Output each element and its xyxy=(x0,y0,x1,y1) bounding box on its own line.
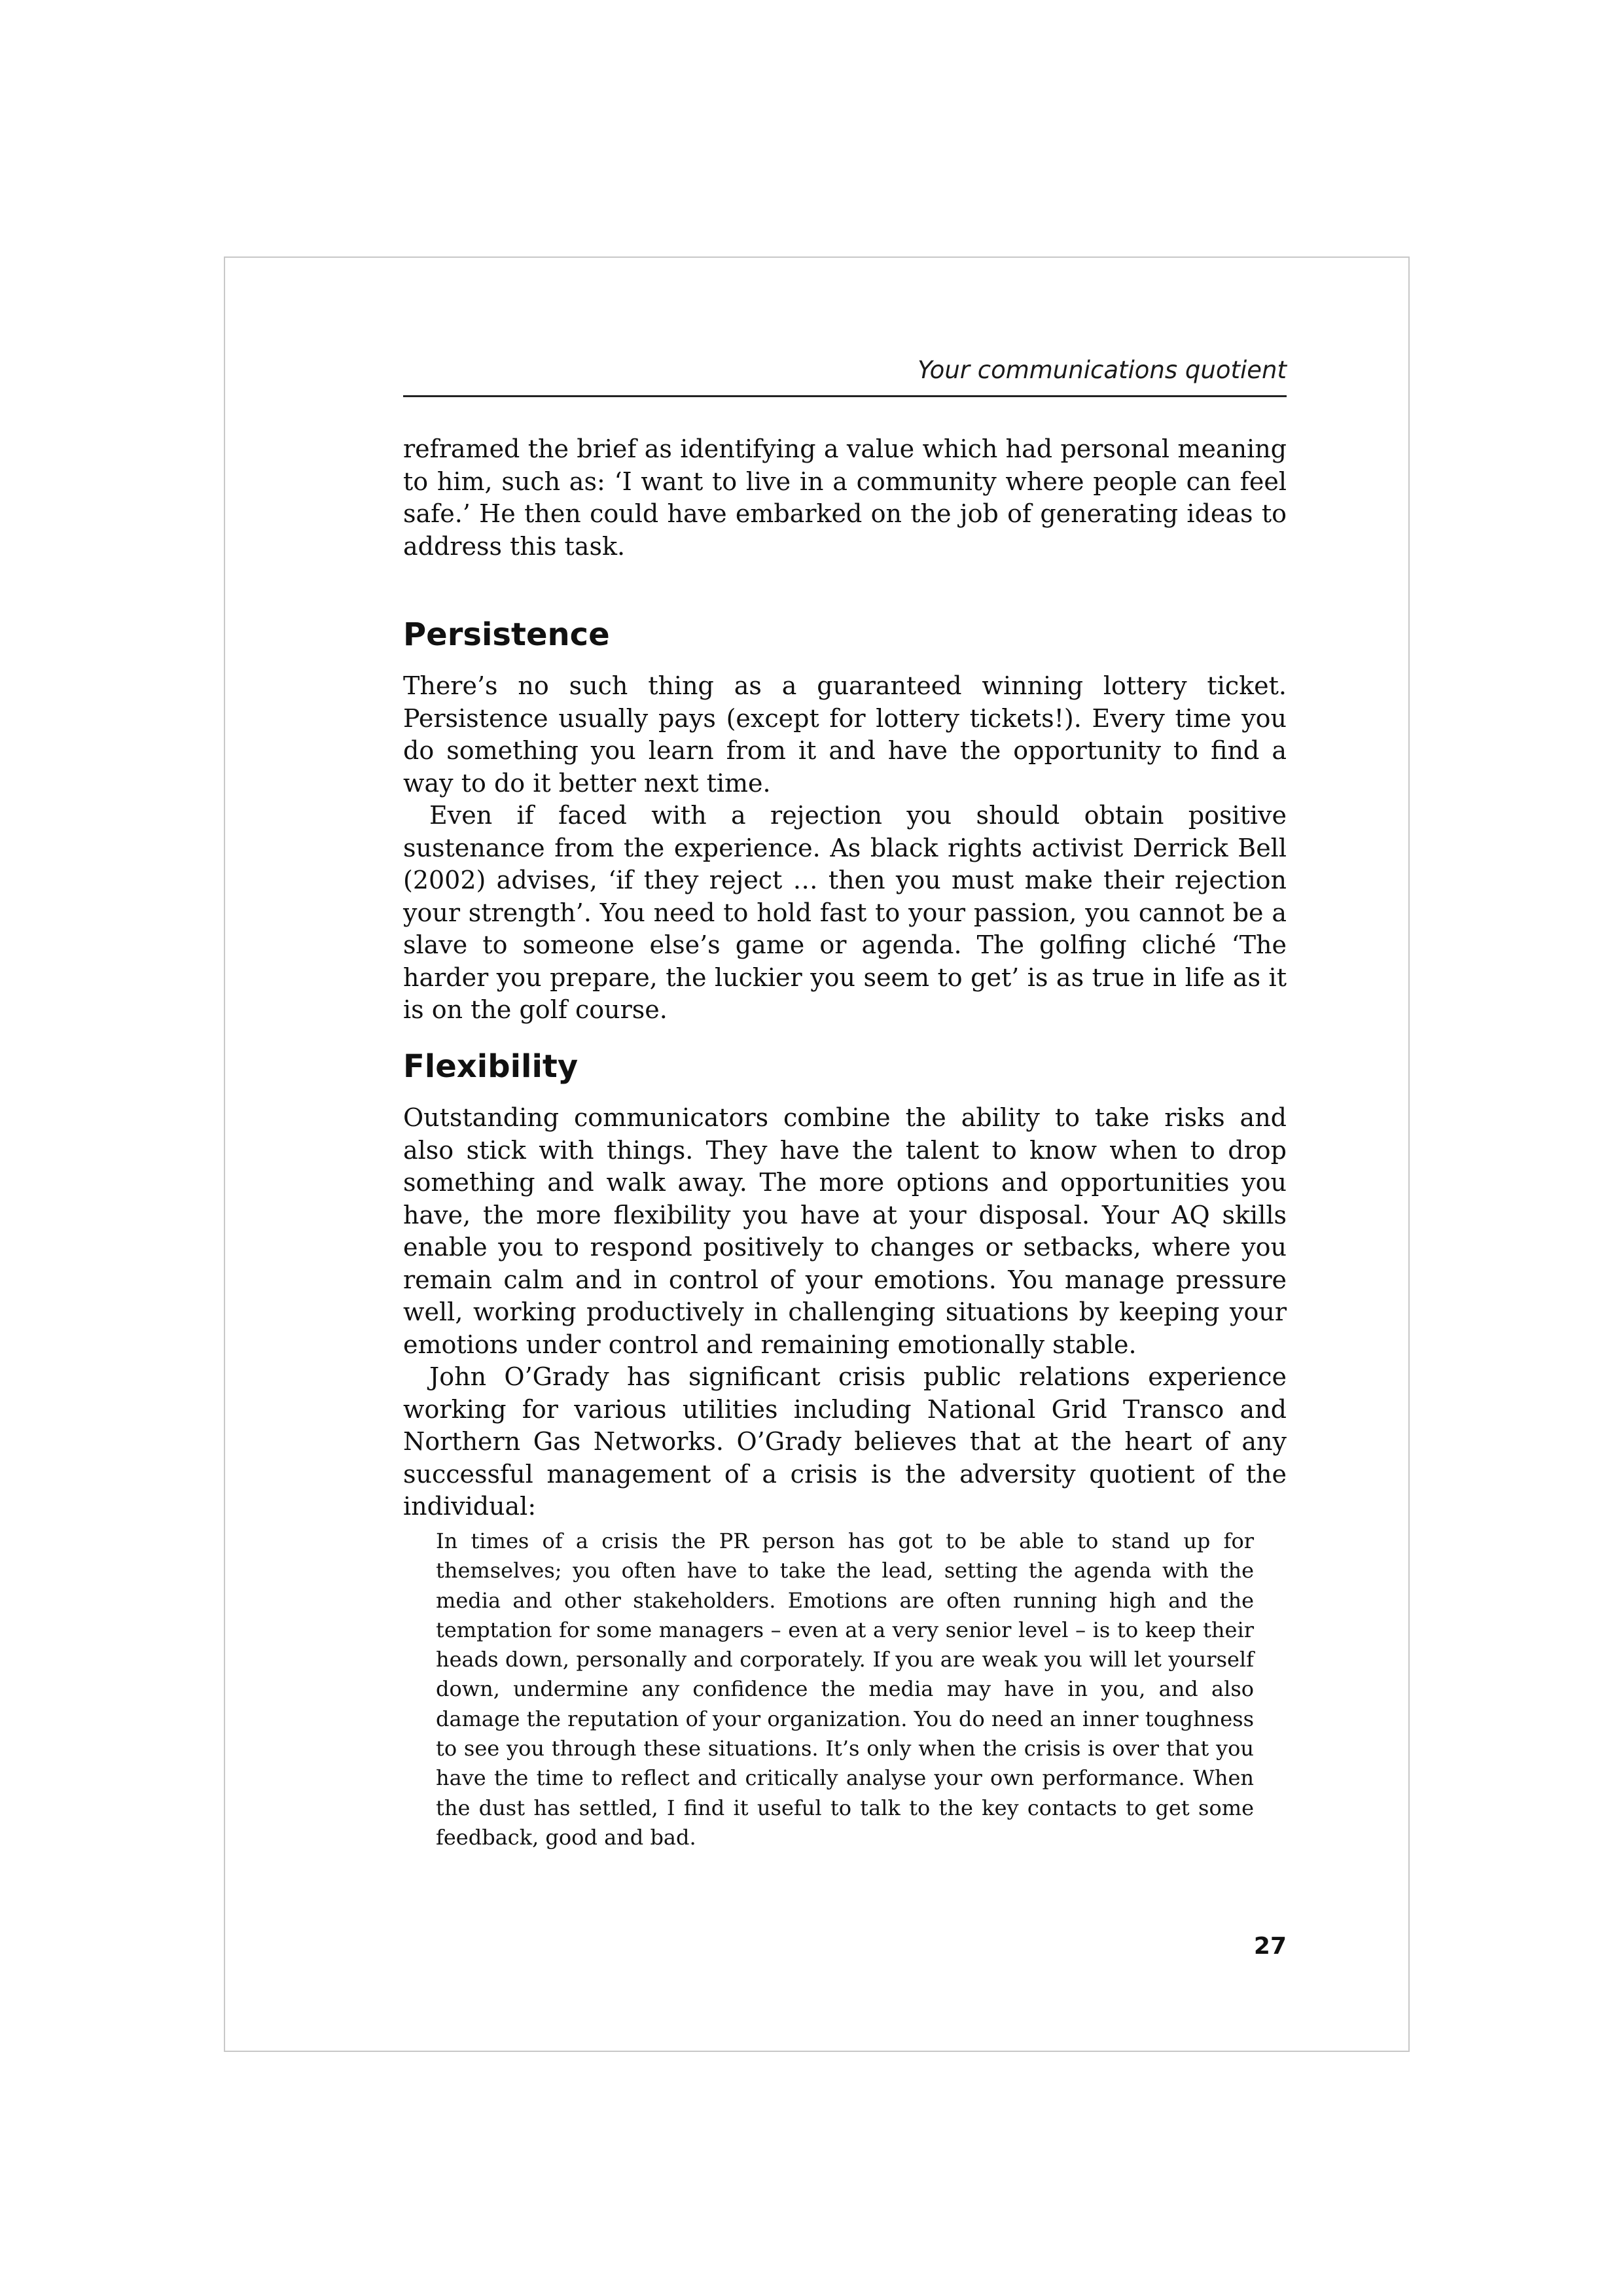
paragraph: Even if faced with a rejection you should obtain positive sustenance from the experience. As black rights activist Derrick Bell (2002) advises, ‘if they reject … then you must make their rejection your strength’. You need to hold fast to your passion, you cannot be a slave to someone else’s game or agenda. The golfing cliché ‘The harder you prepare, the luckier you seem to get’ is as true in life as it is on the golf course. xyxy=(403,801,1287,1024)
section-heading-flexibility: Flexibility xyxy=(403,1048,579,1085)
running-head: Your communications quotient xyxy=(918,356,1287,384)
paragraph: Outstanding communicators combine the ability to take risks and also stick with things. They have the talent to know when to drop something and walk away. The more options and opportunities you have, the more flexibility you have at your disposal. Your AQ skills enable you to respond positively to changes or setbacks, where you remain calm and in control of your emotions. You manage pressure well, working productively in challenging situations by keeping your emotions under control and remaining emotionally stable. xyxy=(403,1103,1287,1359)
block-quote: In times of a crisis the PR person has got to be able to stand up for themselves; you often have to take the lead, setting the agenda with the media and other stakeholders. Emotions are often running high and the temptation for some managers – even at a very senior level – is to keep their heads down, personally and corporately. If you are weak you will let yourself down, undermine any confidence the media may have in you, and also damage the reputation of your organization. You do need an inner toughness to see you through these situations. It’s only when the crisis is over that you have the time to reflect and critically analyse your own performance. When the dust has settled, I find it useful to talk to the key contacts to get some feedback, good and bad. xyxy=(436,1528,1254,1850)
section-heading-persistence: Persistence xyxy=(403,616,610,653)
opening-paragraph: reframed the brief as identifying a value which had personal meaning to him, such as: ‘I want to live in a community where people can feel safe.’ He then could have embarked on the job of generating ideas to address this task. xyxy=(403,434,1287,561)
paragraph: There’s no such thing as a guaranteed winning lottery ticket. Persistence usually pays (except for lottery tickets!). Every time you do something you learn from it and have the opportunity to find a way to do it better next time. xyxy=(403,671,1287,798)
header-rule xyxy=(403,395,1287,397)
page-number: 27 xyxy=(1253,1933,1287,1960)
paragraph: John O’Grady has significant crisis public relations experience working for various utilities including National Grid Transco and Northern Gas Networks. O’Grady believes that at the heart of any successful management of a crisis is the adversity quotient of the individual: xyxy=(403,1362,1287,1521)
